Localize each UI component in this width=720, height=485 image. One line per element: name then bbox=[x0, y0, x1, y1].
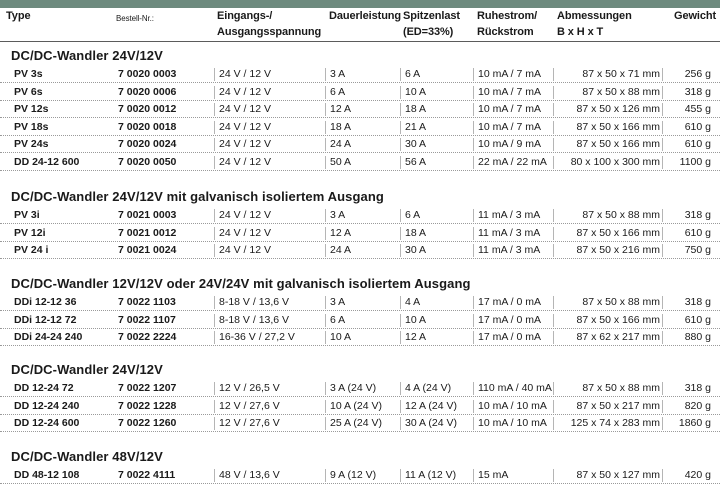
column-divider bbox=[214, 314, 215, 327]
column-divider bbox=[214, 86, 215, 99]
column-divider bbox=[553, 227, 554, 240]
cell-spannung: 8-18 V / 13,6 V bbox=[219, 313, 290, 326]
col-header-abmessungen bbox=[557, 8, 632, 40]
cell-spannung: 24 V / 12 V bbox=[219, 209, 271, 221]
cell-spannung: 8-18 V / 13,6 V bbox=[219, 296, 290, 308]
column-divider bbox=[473, 314, 474, 327]
cell-type: DD 12-24 600 bbox=[14, 417, 80, 429]
col-header-dauerleistung: Dauerleistung bbox=[329, 10, 402, 22]
cell-abmessungen: 87 x 50 x 216 mm bbox=[576, 244, 660, 256]
column-divider bbox=[214, 296, 215, 309]
cell-abmessungen: 87 x 50 x 88 mm bbox=[582, 85, 660, 98]
table-row bbox=[0, 398, 720, 415]
cell-spitzenlast: 56 A bbox=[405, 155, 427, 168]
cell-ruhestrom: 110 mA / 40 mA bbox=[478, 382, 552, 394]
cell-ruhestrom: 10 mA / 7 mA bbox=[478, 103, 542, 115]
table-row bbox=[0, 329, 720, 346]
col-header-spannung-line1: Eingangs-/ bbox=[217, 10, 273, 22]
column-divider bbox=[662, 469, 663, 482]
column-divider bbox=[400, 244, 401, 257]
cell-gewicht: 610 g bbox=[684, 138, 711, 150]
cell-dauerleistung: 10 A bbox=[330, 331, 352, 343]
cell-type: DD 12-24 72 bbox=[14, 382, 74, 394]
column-divider bbox=[553, 382, 554, 395]
cell-ruhestrom: 10 mA / 10 mA bbox=[478, 417, 547, 429]
cell-gewicht: 1100 g bbox=[679, 155, 711, 168]
cell-dauerleistung: 3 A (24 V) bbox=[330, 382, 377, 394]
column-divider bbox=[400, 400, 401, 413]
cell-ruhestrom: 15 mA bbox=[478, 469, 509, 481]
cell-dauerleistung: 10 A (24 V) bbox=[330, 399, 382, 412]
cell-bestell-nr: 7 0020 0050 bbox=[118, 155, 177, 168]
table-row bbox=[0, 415, 720, 432]
table-row bbox=[0, 380, 720, 397]
table-row bbox=[0, 154, 720, 171]
cell-bestell-nr: 7 0022 1207 bbox=[118, 382, 177, 394]
column-divider bbox=[214, 156, 215, 169]
column-divider bbox=[473, 244, 474, 257]
table-row bbox=[0, 207, 720, 224]
cell-bestell-nr: 7 0022 2224 bbox=[118, 331, 177, 343]
cell-bestell-nr: 7 0020 0018 bbox=[118, 120, 177, 133]
table-row bbox=[0, 119, 720, 136]
column-divider bbox=[400, 156, 401, 169]
cell-ruhestrom: 22 mA / 22 mA bbox=[478, 155, 547, 168]
cell-spannung: 24 V / 12 V bbox=[219, 103, 271, 115]
column-divider bbox=[662, 314, 663, 327]
cell-spitzenlast: 30 A (24 V) bbox=[405, 417, 457, 429]
column-divider bbox=[553, 400, 554, 413]
column-divider bbox=[214, 138, 215, 151]
column-divider bbox=[400, 68, 401, 81]
column-divider bbox=[325, 156, 326, 169]
col-header-spitzenlast-line1: Spitzenlast bbox=[403, 10, 460, 22]
column-divider bbox=[400, 138, 401, 151]
cell-type: PV 24 i bbox=[14, 244, 49, 256]
cell-ruhestrom: 11 mA / 3 mA bbox=[478, 226, 541, 239]
column-divider bbox=[214, 244, 215, 257]
cell-spitzenlast: 10 A bbox=[405, 85, 427, 98]
table-row bbox=[0, 242, 720, 259]
cell-dauerleistung: 24 A bbox=[330, 244, 352, 256]
cell-spitzenlast: 21 A bbox=[405, 120, 427, 133]
column-divider bbox=[214, 68, 215, 81]
col-header-spitzenlast-line2: (ED=33%) bbox=[403, 26, 454, 38]
col-header-ruhestrom-line1: Ruhestrom/ bbox=[477, 10, 538, 22]
cell-ruhestrom: 10 mA / 7 mA bbox=[478, 85, 542, 98]
cell-bestell-nr: 7 0021 0024 bbox=[118, 244, 177, 256]
cell-spannung: 24 V / 12 V bbox=[219, 85, 271, 98]
cell-bestell-nr: 7 0020 0006 bbox=[118, 85, 177, 98]
cell-spannung: 24 V / 12 V bbox=[219, 68, 271, 80]
cell-spannung: 24 V / 12 V bbox=[219, 155, 271, 168]
cell-dauerleistung: 3 A bbox=[330, 68, 346, 80]
cell-ruhestrom: 10 mA / 7 mA bbox=[478, 68, 542, 80]
column-divider bbox=[400, 469, 401, 482]
cell-ruhestrom: 17 mA / 0 mA bbox=[478, 296, 542, 308]
cell-spitzenlast: 6 A bbox=[405, 68, 421, 80]
cell-dauerleistung: 12 A bbox=[330, 103, 352, 115]
column-divider bbox=[325, 296, 326, 309]
column-divider bbox=[662, 103, 663, 116]
cell-gewicht: 318 g bbox=[684, 382, 711, 394]
cell-abmessungen: 87 x 50 x 71 mm bbox=[582, 68, 660, 80]
col-header-abmessungen-line2: B x H x T bbox=[557, 26, 604, 38]
cell-type: DDi 24-24 240 bbox=[14, 331, 83, 343]
cell-type: PV 12s bbox=[14, 103, 49, 115]
column-divider bbox=[214, 331, 215, 344]
cell-dauerleistung: 50 A bbox=[330, 155, 352, 168]
column-divider bbox=[325, 209, 326, 222]
cell-gewicht: 610 g bbox=[684, 313, 711, 326]
cell-spitzenlast: 4 A (24 V) bbox=[405, 382, 452, 394]
cell-type: DD 12-24 240 bbox=[14, 399, 80, 412]
cell-bestell-nr: 7 0020 0012 bbox=[118, 103, 177, 115]
cell-ruhestrom: 10 mA / 7 mA bbox=[478, 120, 542, 133]
cell-type: PV 12i bbox=[14, 226, 46, 239]
column-divider bbox=[400, 296, 401, 309]
cell-dauerleistung: 3 A bbox=[330, 296, 346, 308]
cell-spitzenlast: 12 A bbox=[405, 331, 427, 343]
column-divider bbox=[325, 86, 326, 99]
column-divider bbox=[473, 209, 474, 222]
cell-type: PV 3i bbox=[14, 209, 40, 221]
cell-ruhestrom: 17 mA / 0 mA bbox=[478, 331, 542, 343]
column-divider bbox=[553, 103, 554, 116]
column-divider bbox=[214, 227, 215, 240]
column-divider bbox=[400, 121, 401, 134]
table-row bbox=[0, 136, 720, 153]
cell-type: PV 3s bbox=[14, 68, 43, 80]
cell-ruhestrom: 10 mA / 9 mA bbox=[478, 138, 542, 150]
table-row bbox=[0, 467, 720, 484]
cell-abmessungen: 87 x 50 x 166 mm bbox=[576, 226, 660, 239]
column-divider bbox=[553, 138, 554, 151]
cell-bestell-nr: 7 0022 1103 bbox=[118, 296, 176, 308]
cell-bestell-nr: 7 0020 0003 bbox=[118, 68, 177, 80]
col-header-spannung-line2: Ausgangsspannung bbox=[217, 26, 322, 38]
cell-gewicht: 820 g bbox=[684, 399, 711, 412]
cell-spannung: 12 V / 26,5 V bbox=[219, 382, 280, 394]
header-divider bbox=[0, 41, 720, 42]
cell-gewicht: 318 g bbox=[684, 209, 711, 221]
cell-abmessungen: 87 x 50 x 166 mm bbox=[576, 313, 660, 326]
column-divider bbox=[400, 382, 401, 395]
cell-gewicht: 256 g bbox=[684, 68, 711, 80]
column-divider bbox=[473, 469, 474, 482]
col-header-abmessungen-line1: Abmessungen bbox=[557, 10, 632, 22]
section-title: DC/DC-Wandler 12V/12V oder 24V/24V mit galvanisch isoliertem Ausgang bbox=[11, 276, 471, 291]
column-divider bbox=[662, 227, 663, 240]
cell-spitzenlast: 30 A bbox=[405, 138, 427, 150]
column-divider bbox=[473, 417, 474, 430]
column-divider bbox=[662, 68, 663, 81]
cell-abmessungen: 87 x 50 x 127 mm bbox=[576, 469, 660, 481]
table-row bbox=[0, 312, 720, 329]
cell-bestell-nr: 7 0021 0012 bbox=[118, 226, 177, 239]
column-divider bbox=[662, 244, 663, 257]
column-divider bbox=[662, 417, 663, 430]
section-title: DC/DC-Wandler 24V/12V bbox=[11, 48, 163, 63]
cell-dauerleistung: 3 A bbox=[330, 209, 346, 221]
column-divider bbox=[553, 417, 554, 430]
cell-bestell-nr: 7 0022 1107 bbox=[118, 313, 176, 326]
column-divider bbox=[473, 121, 474, 134]
cell-dauerleistung: 9 A (12 V) bbox=[330, 469, 377, 481]
cell-spitzenlast: 10 A bbox=[405, 313, 427, 326]
cell-spannung: 12 V / 27,6 V bbox=[219, 417, 280, 429]
col-header-bestell-nr: Bestell-Nr.: bbox=[116, 14, 154, 23]
column-divider bbox=[214, 417, 215, 430]
column-divider bbox=[662, 400, 663, 413]
column-divider bbox=[325, 138, 326, 151]
cell-gewicht: 610 g bbox=[684, 120, 711, 133]
cell-spannung: 48 V / 13,6 V bbox=[219, 469, 280, 481]
column-divider bbox=[400, 417, 401, 430]
cell-spannung: 24 V / 12 V bbox=[219, 226, 271, 239]
column-divider bbox=[662, 209, 663, 222]
column-divider bbox=[473, 331, 474, 344]
column-divider bbox=[400, 86, 401, 99]
cell-spannung: 16-36 V / 27,2 V bbox=[219, 331, 295, 343]
column-divider bbox=[473, 156, 474, 169]
col-header-ruhestrom bbox=[477, 8, 537, 40]
cell-ruhestrom: 17 mA / 0 mA bbox=[478, 313, 542, 326]
column-divider bbox=[553, 86, 554, 99]
column-divider bbox=[553, 244, 554, 257]
cell-bestell-nr: 7 0022 1260 bbox=[118, 417, 177, 429]
column-divider bbox=[553, 209, 554, 222]
cell-bestell-nr: 7 0021 0003 bbox=[118, 209, 177, 221]
column-divider bbox=[325, 227, 326, 240]
column-divider bbox=[400, 103, 401, 116]
cell-gewicht: 455 g bbox=[684, 103, 711, 115]
column-divider bbox=[662, 121, 663, 134]
cell-abmessungen: 87 x 62 x 217 mm bbox=[576, 331, 660, 343]
cell-dauerleistung: 25 A (24 V) bbox=[330, 417, 382, 429]
cell-dauerleistung: 24 A bbox=[330, 138, 352, 150]
column-divider bbox=[553, 121, 554, 134]
cell-bestell-nr: 7 0022 4111 bbox=[118, 469, 176, 481]
column-divider bbox=[662, 86, 663, 99]
column-divider bbox=[400, 209, 401, 222]
cell-gewicht: 420 g bbox=[684, 469, 711, 481]
cell-dauerleistung: 12 A bbox=[330, 226, 352, 239]
column-divider bbox=[325, 417, 326, 430]
cell-spitzenlast: 4 A bbox=[405, 296, 421, 308]
cell-abmessungen: 80 x 100 x 300 mm bbox=[570, 155, 660, 168]
col-header-gewicht: Gewicht bbox=[674, 10, 717, 22]
cell-type: PV 18s bbox=[14, 120, 49, 133]
cell-type: PV 24s bbox=[14, 138, 49, 150]
cell-spitzenlast: 11 A (12 V) bbox=[405, 469, 457, 481]
column-divider bbox=[473, 103, 474, 116]
cell-type: DD 48-12 108 bbox=[14, 469, 80, 481]
column-divider bbox=[325, 103, 326, 116]
column-divider bbox=[325, 244, 326, 257]
column-divider bbox=[553, 296, 554, 309]
table-row bbox=[0, 225, 720, 242]
cell-abmessungen: 87 x 50 x 166 mm bbox=[576, 138, 660, 150]
cell-abmessungen: 87 x 50 x 217 mm bbox=[576, 399, 660, 412]
header-accent-bar bbox=[0, 0, 720, 8]
cell-spitzenlast: 18 A bbox=[405, 103, 427, 115]
cell-abmessungen: 87 x 50 x 88 mm bbox=[582, 296, 660, 308]
column-divider bbox=[214, 382, 215, 395]
cell-gewicht: 318 g bbox=[684, 85, 711, 98]
col-header-spitzenlast bbox=[403, 8, 460, 40]
column-divider bbox=[400, 314, 401, 327]
cell-gewicht: 318 g bbox=[684, 296, 711, 308]
table-row bbox=[0, 84, 720, 101]
table-row bbox=[0, 66, 720, 83]
column-divider bbox=[473, 86, 474, 99]
column-divider bbox=[325, 121, 326, 134]
cell-dauerleistung: 6 A bbox=[330, 85, 346, 98]
column-divider bbox=[325, 382, 326, 395]
column-divider bbox=[473, 138, 474, 151]
cell-spannung: 24 V / 12 V bbox=[219, 120, 271, 133]
cell-gewicht: 880 g bbox=[684, 331, 711, 343]
column-divider bbox=[325, 469, 326, 482]
column-divider bbox=[553, 469, 554, 482]
cell-gewicht: 750 g bbox=[684, 244, 711, 256]
cell-dauerleistung: 18 A bbox=[330, 120, 352, 133]
column-divider bbox=[553, 68, 554, 81]
column-divider bbox=[473, 382, 474, 395]
cell-spitzenlast: 18 A bbox=[405, 226, 427, 239]
column-divider bbox=[553, 314, 554, 327]
cell-abmessungen: 125 x 74 x 283 mm bbox=[570, 417, 660, 429]
cell-ruhestrom: 10 mA / 10 mA bbox=[478, 399, 547, 412]
column-divider bbox=[214, 400, 215, 413]
cell-type: DD 24-12 600 bbox=[14, 155, 80, 168]
column-divider bbox=[473, 400, 474, 413]
cell-spannung: 24 V / 12 V bbox=[219, 244, 271, 256]
cell-bestell-nr: 7 0020 0024 bbox=[118, 138, 177, 150]
column-divider bbox=[662, 331, 663, 344]
cell-abmessungen: 87 x 50 x 166 mm bbox=[576, 120, 660, 133]
cell-ruhestrom: 11 mA / 3 mA bbox=[478, 244, 541, 256]
section-title: DC/DC-Wandler 48V/12V bbox=[11, 449, 163, 464]
table-row bbox=[0, 101, 720, 118]
cell-dauerleistung: 6 A bbox=[330, 313, 346, 326]
column-divider bbox=[214, 469, 215, 482]
cell-abmessungen: 87 x 50 x 126 mm bbox=[576, 103, 660, 115]
column-divider bbox=[325, 400, 326, 413]
col-header-spannung bbox=[217, 8, 321, 40]
column-divider bbox=[662, 382, 663, 395]
column-divider bbox=[662, 138, 663, 151]
section-title: DC/DC-Wandler 24V/12V bbox=[11, 362, 163, 377]
column-divider bbox=[325, 68, 326, 81]
column-divider bbox=[553, 331, 554, 344]
column-divider bbox=[325, 314, 326, 327]
column-divider bbox=[400, 331, 401, 344]
cell-spitzenlast: 6 A bbox=[405, 209, 421, 221]
col-header-type: Type bbox=[6, 10, 31, 22]
cell-type: PV 6s bbox=[14, 85, 43, 98]
cell-gewicht: 610 g bbox=[684, 226, 711, 239]
cell-spitzenlast: 30 A bbox=[405, 244, 427, 256]
section-title: DC/DC-Wandler 24V/12V mit galvanisch isoliertem Ausgang bbox=[11, 189, 384, 204]
cell-gewicht: 1860 g bbox=[678, 417, 711, 429]
cell-spitzenlast: 12 A (24 V) bbox=[405, 399, 457, 412]
cell-type: DDi 12-12 36 bbox=[14, 296, 77, 308]
column-divider bbox=[473, 68, 474, 81]
column-divider bbox=[214, 209, 215, 222]
cell-spannung: 12 V / 27,6 V bbox=[219, 399, 280, 412]
table-row bbox=[0, 294, 720, 311]
column-divider bbox=[214, 103, 215, 116]
cell-ruhestrom: 11 mA / 3 mA bbox=[478, 209, 541, 221]
column-divider bbox=[553, 156, 554, 169]
column-divider bbox=[473, 296, 474, 309]
cell-abmessungen: 87 x 50 x 88 mm bbox=[582, 382, 660, 394]
cell-spannung: 24 V / 12 V bbox=[219, 138, 271, 150]
col-header-ruhestrom-line2: Rückstrom bbox=[477, 26, 534, 38]
column-divider bbox=[400, 227, 401, 240]
cell-type: DDi 12-12 72 bbox=[14, 313, 77, 326]
column-divider bbox=[214, 121, 215, 134]
column-divider bbox=[662, 296, 663, 309]
cell-abmessungen: 87 x 50 x 88 mm bbox=[582, 209, 660, 221]
column-divider bbox=[473, 227, 474, 240]
cell-bestell-nr: 7 0022 1228 bbox=[118, 399, 177, 412]
column-divider bbox=[662, 156, 663, 169]
column-divider bbox=[325, 331, 326, 344]
